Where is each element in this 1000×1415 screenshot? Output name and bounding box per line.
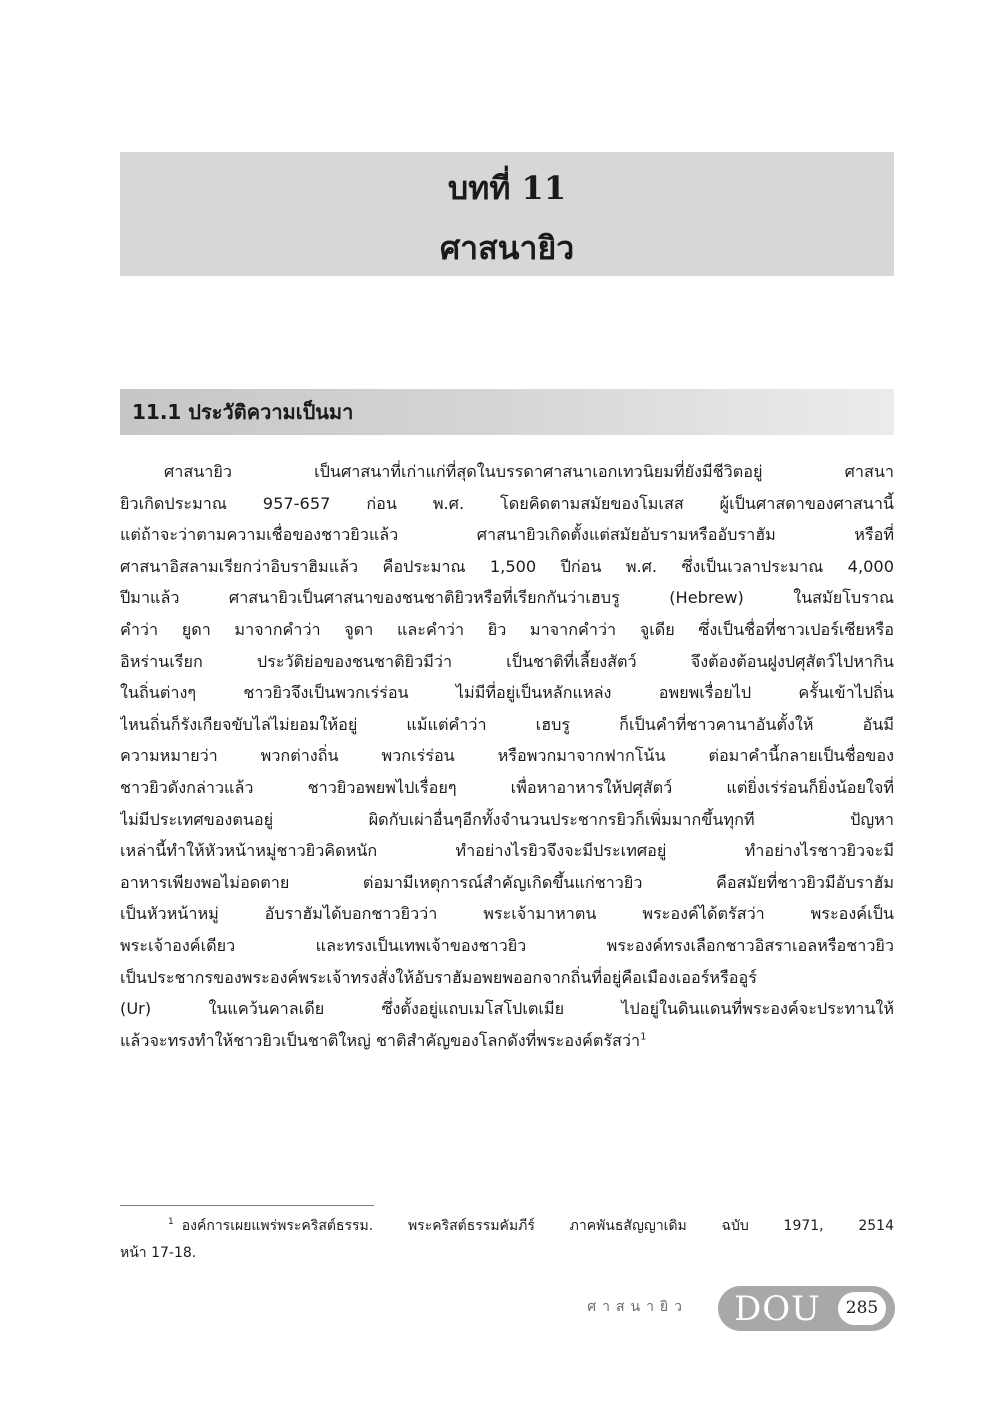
body-line: ชาวยิวดังกล่าวแล้ว ชาวยิวอพยพไปเรื่อยๆ เพื่อหาอาหารให้ปศุสัตว์ แต่ยิ่งเร่ร่อนก็ยิ่งน้อยใจที่ — [120, 777, 894, 797]
section-title: 11.1 ประวัติความเป็นมา — [132, 400, 354, 424]
body-line: ความหมายว่า พวกต่างถิ่น พวกเร่ร่อน หรือพวกมาจากฟากโน้น ต่อมาคำนี้กลายเป็นชื่อของ — [120, 746, 894, 766]
body-line: ศาสนาอิสลามเรียกว่าอิบราฮิมแล้ว คือประมาณ 1,500 ปีก่อน พ.ศ. ซึ่งเป็นเวลาประมาณ 4,000 — [120, 556, 894, 576]
body-line: (Ur) ในแคว้นคาลเดีย ซึ่งตั้งอยู่แถบเมโสโปเตเมีย ไปอยู่ในดินแดนที่พระองค์จะประทานให้ — [120, 999, 894, 1019]
chapter-number: บทที่ 11 — [447, 169, 567, 207]
body-line: เหล่านี้ทำให้หัวหน้าหมู่ชาวยิวคิดหนัก ทำอย่างไรยิวจึงจะมีประเทศอยู่ ทำอย่างไรชาวยิวจะมี — [120, 841, 894, 861]
body-line: ยิวเกิดประมาณ 957-657 ก่อน พ.ศ. โดยคิดตามสมัยของโมเสส ผู้เป็นศาสดาของศาสนานี้ — [120, 493, 894, 513]
chapter-title: ศาสนายิว — [439, 229, 575, 267]
body-paragraph — [120, 456, 894, 1056]
page-number: 285 — [838, 1292, 886, 1325]
footnote-line — [120, 1213, 894, 1240]
body-line: ศาสนายิว เป็นศาสนาที่เก่าแก่ที่สุดในบรรดาศาสนาเอกเทวนิยมที่ยังมีชีวิตอยู่ ศาสนา — [164, 462, 894, 481]
body-line-last — [120, 1025, 894, 1057]
body-line: คำว่า ยูดา มาจากคำว่า จูดา และคำว่า ยิว มาจากคำว่า จูเดีย ซึ่งเป็นชื่อที่ชาวเปอร์เซียหรือ — [120, 619, 894, 639]
footnote-line: หน้า 17-18. — [120, 1245, 197, 1261]
dou-logo-text: DOU — [734, 1289, 821, 1329]
body-line: ในถิ่นต่างๆ ชาวยิวจึงเป็นพวกเร่ร่อน ไม่มีที่อยู่เป็นหลักแหล่ง อพยพเรื่อยไป ครั้นเข้าไปถิ่น — [120, 683, 894, 703]
body-line: ไม่มีประเทศของตนอยู่ ผิดกับเผ่าอื่นๆอีกทั้งจำนวนประชากรยิวก็เพิ่มมากขึ้นทุกที ปัญหา — [120, 809, 894, 829]
body-line: ปีมาแล้ว ศาสนายิวเป็นศาสนาของชนชาติยิวหรือที่เรียกกันว่าเฮบรู (Hebrew) ในสมัยโบราณ — [120, 588, 894, 608]
body-line: แต่ถ้าจะว่าตามความเชื่อของชาวยิวแล้ว ศาสนายิวเกิดตั้งแต่สมัยอับรามหรืออับราฮัม หรือที่ — [120, 525, 894, 545]
footnote-reference[interactable]: 1 — [640, 1031, 647, 1043]
body-line: เป็นประชากรของพระองค์พระเจ้าทรงสั่งให้อับราฮัมอพยพออกจากถิ่นที่อยู่คือเมืองเออร์หรืออูร์ — [120, 967, 757, 987]
chapter-header — [120, 152, 894, 276]
body-line: ไหนถิ่นก็รังเกียจขับไล่ไม่ยอมให้อยู่ แม้แต่คำว่า เฮบรู ก็เป็นคำที่ชาวคานาอันตั้งให้ อันมี — [120, 714, 894, 734]
body-line-text: แล้วจะทรงทำให้ชาวยิวเป็นชาติใหญ่ ชาติสำคัญของโลกดังที่พระองค์ตรัสว่า — [120, 1030, 641, 1050]
footnote — [120, 1213, 894, 1267]
footnote-divider — [120, 1205, 374, 1206]
dou-badge — [718, 1286, 895, 1331]
section-heading-bar — [120, 389, 894, 435]
running-header: ศาสนายิว — [587, 1299, 688, 1315]
body-line: เป็นหัวหน้าหมู่ อับราฮัมได้บอกชาวยิวว่า พระเจ้ามาหาตน พระองค์ได้ตรัสว่า พระองค์เป็น — [120, 904, 894, 924]
body-line: พระเจ้าองค์เดียว และทรงเป็นเทพเจ้าของชาวยิว พระองค์ทรงเลือกชาวอิสราเอลหรือชาวยิว — [120, 935, 894, 955]
body-line: อิหร่านเรียก ประวัติย่อของชนชาติยิวมีว่า เป็นชาติที่เลี้ยงสัตว์ จึงต้องต้อนฝูงปศุสัตว์ไปหากิน — [120, 651, 894, 671]
footnote-marker: 1 — [168, 1217, 174, 1228]
body-line: อาหารเพียงพอไม่อดตาย ต่อมามีเหตุการณ์สำคัญเกิดขึ้นแก่ชาวยิว คือสมัยที่ชาวยิวมีอับราฮัม — [120, 872, 894, 892]
footnote-text: องค์การเผยแพร่พระคริสต์ธรรม. พระคริสต์ธรรมคัมภีร์ ภาคพันธสัญญาเดิม ฉบับ 1971, 2514 — [181, 1218, 894, 1234]
